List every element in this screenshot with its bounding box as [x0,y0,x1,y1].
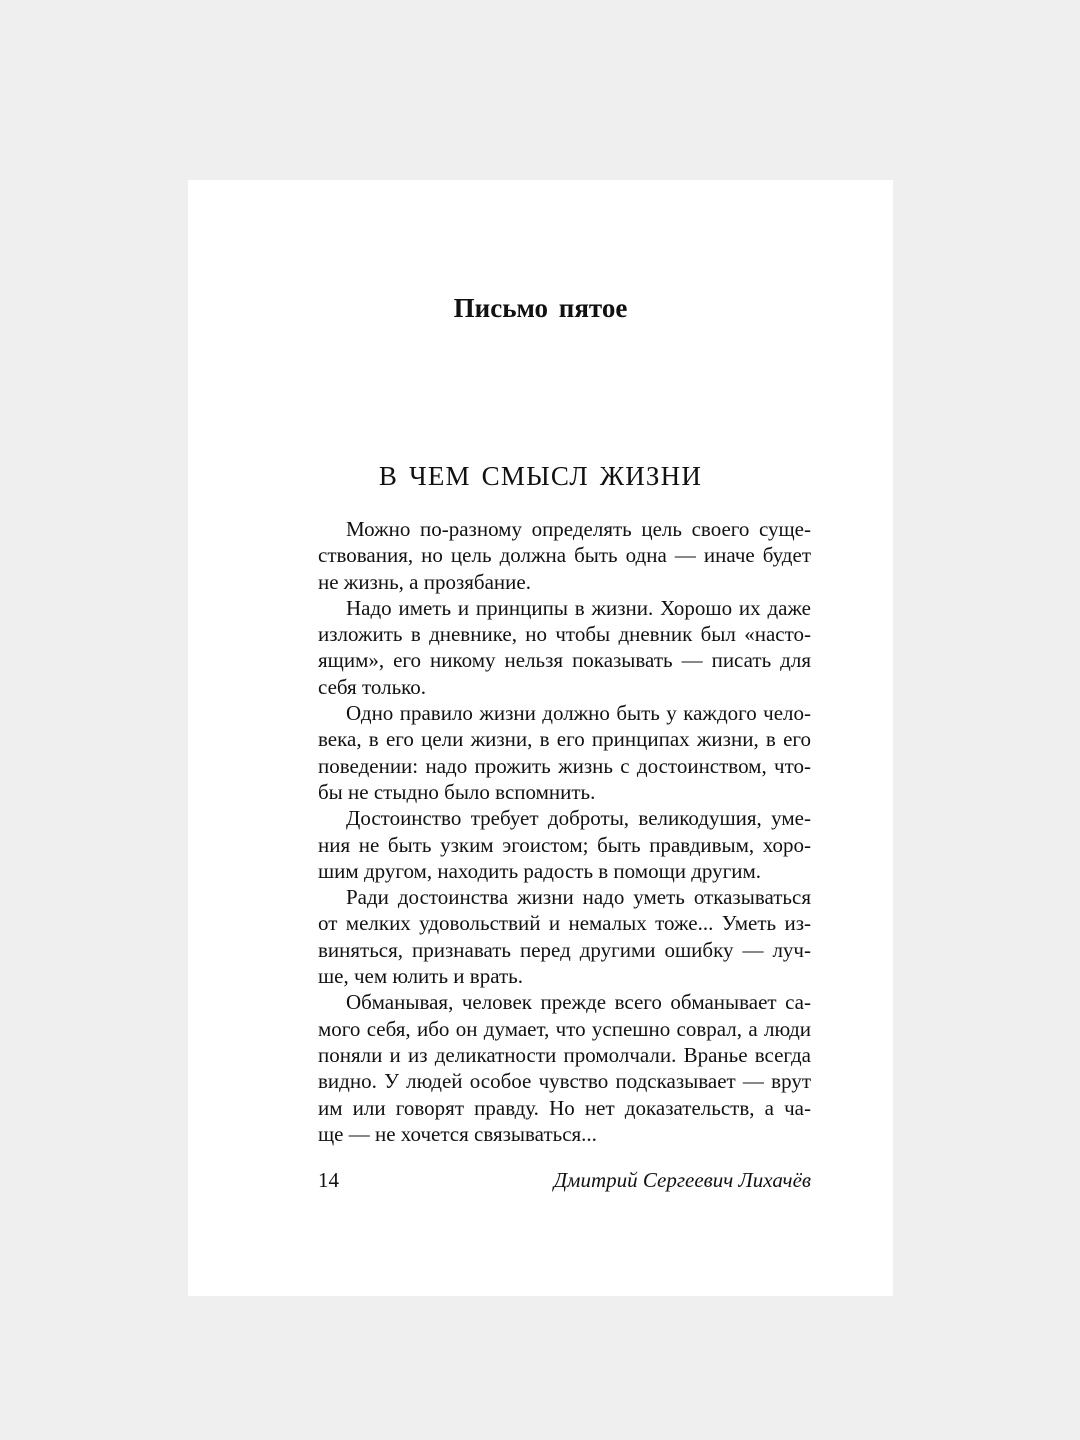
paragraph [318,884,811,989]
text-line: виняться, признавать перед другими ошибку — луч- [318,937,811,962]
text-line: Ради достоинства жизни надо уметь отказываться [346,885,811,910]
text-line: поняли и из деликатности промолчали. Вранье всегда [318,1042,811,1067]
text-line: Достоинство требует доброты, великодушия, уме- [346,806,811,831]
book-page [188,180,893,1296]
text-line: мого себя, ибо он думает, что успешно соврал, а люди [318,1016,811,1041]
chapter-title: В ЧЕМ СМЫСЛ ЖИЗНИ [378,461,703,491]
text-line: шим другом, находить радость в помощи другим. [318,858,762,883]
running-footer-author: Дмитрий Сергеевич Лихачёв [553,1168,811,1192]
letter-title: Письмо пятое [453,293,628,323]
text-line: от мелких удовольствий и немалых тоже... Уметь из- [318,911,811,936]
paragraph [318,516,811,595]
body-text [318,516,811,1147]
text-line: поведении: надо прожить жизнь с достоинством, что- [318,753,811,778]
text-line: ния не быть узким эгоистом; быть правдивым, хоро- [318,832,811,857]
text-line: не жизнь, а прозябание. [318,569,531,594]
paragraph [318,805,811,884]
text-line: ше, чем юлить и врать. [318,964,523,989]
text-line: века, в его цели жизни, в его принципах жизни, в его [318,727,811,752]
text-line: ще — не хочется связываться... [318,1121,597,1146]
text-line: Можно по-разному определять цель своего суще- [346,517,811,541]
text-line: ящим», его никому нельзя показывать — писать для [318,648,811,673]
text-line: Одно правило жизни должно быть у каждого чело- [346,701,811,726]
text-line: Обманывая, человек прежде всего обманывает са- [346,990,811,1015]
text-line: Надо иметь и принципы в жизни. Хорошо их даже [346,595,811,620]
text-line: им или говорят правду. Но нет доказательств, а ча- [318,1095,811,1120]
text-line: себя только. [318,674,427,699]
paragraph [318,595,811,700]
paragraph [318,989,811,1147]
text-line: ствования, но цель должна быть одна — иначе будет [318,543,811,568]
paragraph [318,700,811,805]
text-line: изложить в дневнике, но чтобы дневник был «насто- [318,622,811,647]
text-line: бы не стыдно было вспомнить. [318,779,596,804]
page-number: 14 [318,1168,339,1192]
text-line: видно. У людей особое чувство подсказывает — врут [318,1069,811,1094]
